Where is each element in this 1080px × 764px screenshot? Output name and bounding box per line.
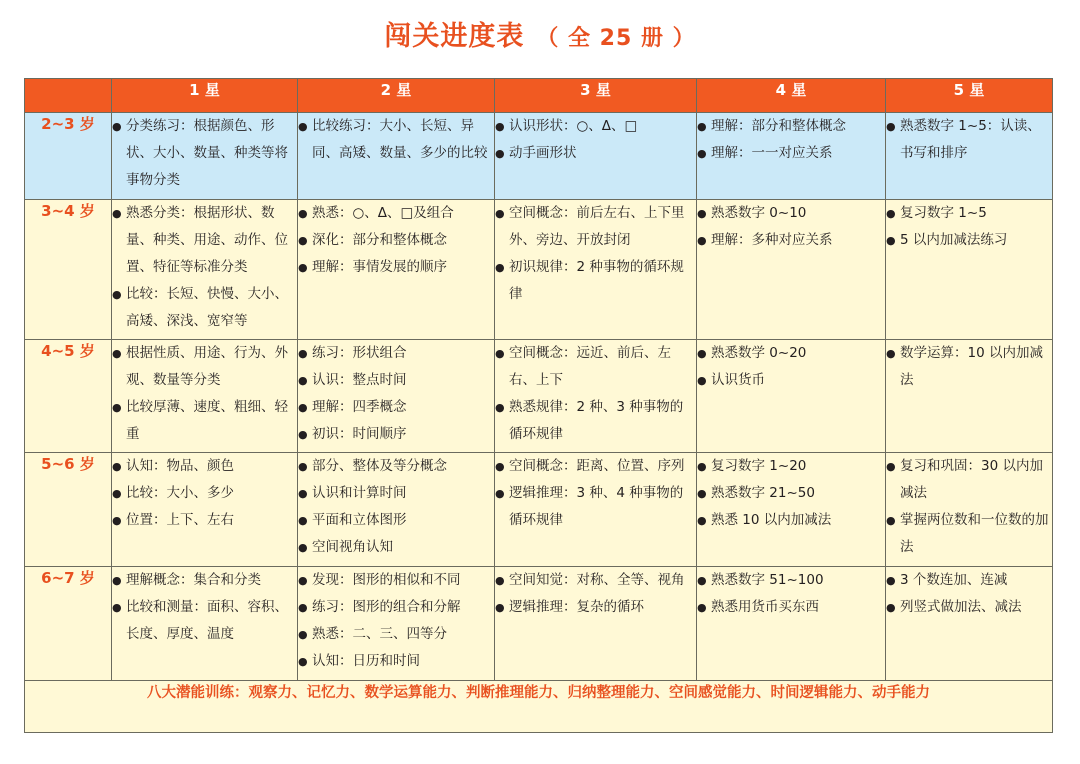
table-cell-1-star — [112, 113, 298, 200]
list-item — [298, 227, 494, 254]
table-cell-3-star — [495, 113, 697, 200]
bullet-icon: ● — [886, 234, 896, 247]
list-item — [886, 200, 1052, 227]
table-cell-1-star — [112, 567, 298, 681]
table-cell-2-star — [298, 453, 495, 567]
list-item — [298, 648, 494, 675]
table-row — [25, 200, 1053, 340]
table-cell-2-star — [298, 567, 495, 681]
header-5-star: 5 星 — [886, 79, 1053, 113]
item-text: 5 以内加减法练习 — [900, 232, 1008, 248]
bullet-icon: ● — [298, 401, 308, 414]
table-cell-5-star — [886, 200, 1053, 340]
item-text: 空间概念：前后左右、上下里外、旁边、开放封闭 — [509, 205, 685, 248]
bullet-icon: ● — [298, 514, 308, 527]
item-text: 位置：上下、左右 — [126, 512, 234, 528]
table-cell-4-star — [697, 567, 886, 681]
bullet-icon: ● — [697, 514, 707, 527]
item-text: 熟悉数学 0~20 — [711, 345, 807, 361]
table-cell-5-star — [886, 453, 1053, 567]
item-text: 熟悉数字 51~100 — [711, 572, 824, 588]
item-text: 认识形状：○、Δ、□ — [509, 118, 638, 134]
list-item — [298, 421, 494, 448]
bullet-icon: ● — [298, 655, 308, 668]
bullet-icon: ● — [495, 207, 505, 220]
item-text: 初识规律：2 种事物的循环规律 — [509, 259, 684, 302]
table-row — [25, 340, 1053, 453]
bullet-icon: ● — [112, 574, 122, 587]
item-text: 逻辑推理：3 种、4 种事物的循环规律 — [509, 485, 684, 528]
bullet-icon: ● — [298, 234, 308, 247]
header-3-star: 3 星 — [495, 79, 697, 113]
list-item — [112, 394, 297, 448]
age-label: 2~3 岁 — [25, 113, 112, 200]
bullet-icon: ● — [112, 514, 122, 527]
list-item — [112, 200, 297, 281]
item-text: 熟悉分类：根据形状、数量、种类、用途、动作、位置、特征等标准分类 — [126, 205, 288, 275]
item-text: 熟悉数字 0~10 — [711, 205, 807, 221]
bullet-icon: ● — [886, 514, 896, 527]
table-cell-2-star — [298, 340, 495, 453]
item-text: 深化：部分和整体概念 — [312, 232, 447, 248]
table-cell-3-star — [495, 200, 697, 340]
header-1-star: 1 星 — [112, 79, 298, 113]
title-main: 闯关进度表 — [384, 21, 525, 52]
item-text: 部分、整体及等分概念 — [312, 458, 447, 474]
item-text: 初识：时间顺序 — [312, 426, 407, 442]
list-item — [697, 340, 885, 367]
item-text: 空间视角认知 — [312, 539, 393, 555]
list-item — [495, 567, 696, 594]
item-text: 数学运算：10 以内加减法 — [900, 345, 1043, 388]
bullet-icon: ● — [298, 460, 308, 473]
bullet-icon: ● — [298, 487, 308, 500]
bullet-icon: ● — [112, 401, 122, 414]
item-text: 熟悉：二、三、四等分 — [312, 626, 447, 642]
bullet-icon: ● — [697, 347, 707, 360]
item-text: 空间概念：远近、前后、左右、上下 — [509, 345, 671, 388]
list-item — [886, 227, 1052, 254]
age-label: 6~7 岁 — [25, 567, 112, 681]
item-text: 练习：图形的组合和分解 — [312, 599, 461, 615]
list-item — [298, 254, 494, 281]
item-text: 理解概念：集合和分类 — [126, 572, 261, 588]
bullet-icon: ● — [886, 574, 896, 587]
header-row — [25, 79, 1053, 113]
item-text: 认知：物品、颜色 — [126, 458, 234, 474]
bullet-icon: ● — [886, 120, 896, 133]
list-item — [697, 200, 885, 227]
item-text: 复习数字 1~20 — [711, 458, 807, 474]
item-text: 认识和计算时间 — [312, 485, 407, 501]
list-item — [495, 594, 696, 621]
item-text: 掌握两位数和一位数的加法 — [900, 512, 1049, 555]
item-text: 比较练习：大小、长短、异同、高矮、数量、多少的比较 — [312, 118, 488, 161]
bullet-icon: ● — [495, 347, 505, 360]
item-text: 熟悉数字 21~50 — [711, 485, 815, 501]
table-cell-3-star — [495, 340, 697, 453]
item-text: 空间知觉：对称、全等、视角 — [509, 572, 685, 588]
header-4-star: 4 星 — [697, 79, 886, 113]
age-label: 3~4 岁 — [25, 200, 112, 340]
bullet-icon: ● — [112, 120, 122, 133]
bullet-icon: ● — [495, 401, 505, 414]
header-2-star: 2 星 — [298, 79, 495, 113]
item-text: 熟悉：○、Δ、□及组合 — [312, 205, 454, 221]
bullet-icon: ● — [886, 460, 896, 473]
bullet-icon: ● — [697, 234, 707, 247]
list-item — [697, 594, 885, 621]
title-subtitle: （ 全 25 册 ） — [536, 26, 696, 51]
list-item — [495, 113, 696, 140]
table-row — [25, 113, 1053, 200]
list-item — [298, 507, 494, 534]
list-item — [886, 113, 1052, 167]
list-item — [112, 507, 297, 534]
list-item — [298, 340, 494, 367]
footer-potential-training: 八大潜能训练：观察力、记忆力、数学运算能力、判断推理能力、归纳整理能力、空间感觉能力、时间逻辑能力、动手能力 — [25, 681, 1053, 733]
list-item — [886, 453, 1052, 507]
item-text: 逻辑推理：复杂的循环 — [509, 599, 644, 615]
bullet-icon: ● — [298, 628, 308, 641]
item-text: 空间概念：距离、位置、序列 — [509, 458, 685, 474]
bullet-icon: ● — [495, 261, 505, 274]
item-text: 分类练习：根据颜色、形状、大小、数量、种类等将事物分类 — [126, 118, 288, 188]
item-text: 理解：部分和整体概念 — [711, 118, 846, 134]
bullet-icon: ● — [495, 574, 505, 587]
bullet-icon: ● — [112, 460, 122, 473]
item-text: 理解：四季概念 — [312, 399, 407, 415]
list-item — [495, 480, 696, 534]
item-text: 熟悉用货币买东西 — [711, 599, 819, 615]
table-cell-1-star — [112, 340, 298, 453]
list-item — [112, 480, 297, 507]
table-cell-4-star — [697, 340, 886, 453]
bullet-icon: ● — [298, 207, 308, 220]
list-item — [886, 567, 1052, 594]
table-cell-5-star — [886, 340, 1053, 453]
table-cell-1-star — [112, 200, 298, 340]
table-cell-4-star — [697, 200, 886, 340]
list-item — [298, 567, 494, 594]
list-item — [112, 453, 297, 480]
item-text: 认识货币 — [711, 372, 765, 388]
list-item — [298, 534, 494, 561]
bullet-icon: ● — [298, 347, 308, 360]
bullet-icon: ● — [697, 574, 707, 587]
footer-row — [25, 681, 1053, 733]
item-text: 练习：形状组合 — [312, 345, 407, 361]
bullet-icon: ● — [298, 261, 308, 274]
age-label: 4~5 岁 — [25, 340, 112, 453]
table-cell-3-star — [495, 453, 697, 567]
table-cell-5-star — [886, 113, 1053, 200]
item-text: 理解：多种对应关系 — [711, 232, 833, 248]
bullet-icon: ● — [495, 120, 505, 133]
bullet-icon: ● — [697, 120, 707, 133]
item-text: 发现：图形的相似和不同 — [312, 572, 461, 588]
list-item — [298, 200, 494, 227]
list-item — [697, 453, 885, 480]
bullet-icon: ● — [298, 601, 308, 614]
header-corner — [25, 79, 112, 113]
item-text: 列竖式做加法、减法 — [900, 599, 1022, 615]
bullet-icon: ● — [697, 207, 707, 220]
list-item — [886, 340, 1052, 394]
item-text: 动手画形状 — [509, 145, 577, 161]
item-text: 3 个数连加、连减 — [900, 572, 1008, 588]
bullet-icon: ● — [886, 347, 896, 360]
table-cell-4-star — [697, 453, 886, 567]
bullet-icon: ● — [298, 574, 308, 587]
list-item — [112, 281, 297, 335]
list-item — [112, 594, 297, 648]
bullet-icon: ● — [298, 374, 308, 387]
bullet-icon: ● — [298, 541, 308, 554]
item-text: 认识：整点时间 — [312, 372, 407, 388]
list-item — [112, 340, 297, 394]
progress-table — [24, 78, 1053, 733]
list-item — [298, 453, 494, 480]
item-text: 熟悉 10 以内加减法 — [711, 512, 832, 528]
list-item — [495, 340, 696, 394]
table-row — [25, 453, 1053, 567]
bullet-icon: ● — [112, 288, 122, 301]
bullet-icon: ● — [495, 460, 505, 473]
item-text: 比较：大小、多少 — [126, 485, 234, 501]
item-text: 复习数字 1~5 — [900, 205, 987, 221]
item-text: 认知：日历和时间 — [312, 653, 420, 669]
bullet-icon: ● — [112, 207, 122, 220]
list-item — [495, 254, 696, 308]
list-item — [298, 113, 494, 167]
list-item — [495, 453, 696, 480]
list-item — [697, 227, 885, 254]
table-cell-2-star — [298, 200, 495, 340]
age-label: 5~6 岁 — [25, 453, 112, 567]
bullet-icon: ● — [495, 601, 505, 614]
list-item — [697, 113, 885, 140]
bullet-icon: ● — [112, 347, 122, 360]
list-item — [298, 367, 494, 394]
item-text: 比较：长短、快慢、大小、高矮、深浅、宽窄等 — [126, 286, 288, 329]
table-cell-2-star — [298, 113, 495, 200]
item-text: 理解：一一对应关系 — [711, 145, 833, 161]
list-item — [298, 621, 494, 648]
list-item — [697, 480, 885, 507]
item-text: 比较厚薄、速度、粗细、轻重 — [126, 399, 288, 442]
item-text: 根据性质、用途、行为、外观、数量等分类 — [126, 345, 288, 388]
table-row — [25, 567, 1053, 681]
list-item — [298, 594, 494, 621]
list-item — [697, 140, 885, 167]
bullet-icon: ● — [697, 147, 707, 160]
bullet-icon: ● — [886, 207, 896, 220]
table-cell-1-star — [112, 453, 298, 567]
bullet-icon: ● — [697, 460, 707, 473]
bullet-icon: ● — [112, 601, 122, 614]
list-item — [697, 367, 885, 394]
bullet-icon: ● — [298, 120, 308, 133]
list-item — [112, 567, 297, 594]
page-title — [0, 14, 1080, 53]
table-cell-4-star — [697, 113, 886, 200]
list-item — [886, 594, 1052, 621]
list-item — [697, 507, 885, 534]
bullet-icon: ● — [697, 374, 707, 387]
bullet-icon: ● — [697, 601, 707, 614]
list-item — [298, 480, 494, 507]
list-item — [298, 394, 494, 421]
list-item — [495, 394, 696, 448]
item-text: 熟悉数字 1~5：认读、书写和排序 — [900, 118, 1041, 161]
table-cell-3-star — [495, 567, 697, 681]
item-text: 复习和巩固：30 以内加减法 — [900, 458, 1043, 501]
item-text: 熟悉规律：2 种、3 种事物的循环规律 — [509, 399, 684, 442]
list-item — [495, 140, 696, 167]
bullet-icon: ● — [697, 487, 707, 500]
bullet-icon: ● — [112, 487, 122, 500]
list-item — [697, 567, 885, 594]
list-item — [886, 507, 1052, 561]
list-item — [112, 113, 297, 194]
item-text: 平面和立体图形 — [312, 512, 407, 528]
list-item — [495, 200, 696, 254]
bullet-icon: ● — [886, 601, 896, 614]
bullet-icon: ● — [298, 428, 308, 441]
item-text: 比较和测量：面积、容积、长度、厚度、温度 — [126, 599, 288, 642]
table-cell-5-star — [886, 567, 1053, 681]
bullet-icon: ● — [495, 487, 505, 500]
item-text: 理解：事情发展的顺序 — [312, 259, 447, 275]
bullet-icon: ● — [495, 147, 505, 160]
